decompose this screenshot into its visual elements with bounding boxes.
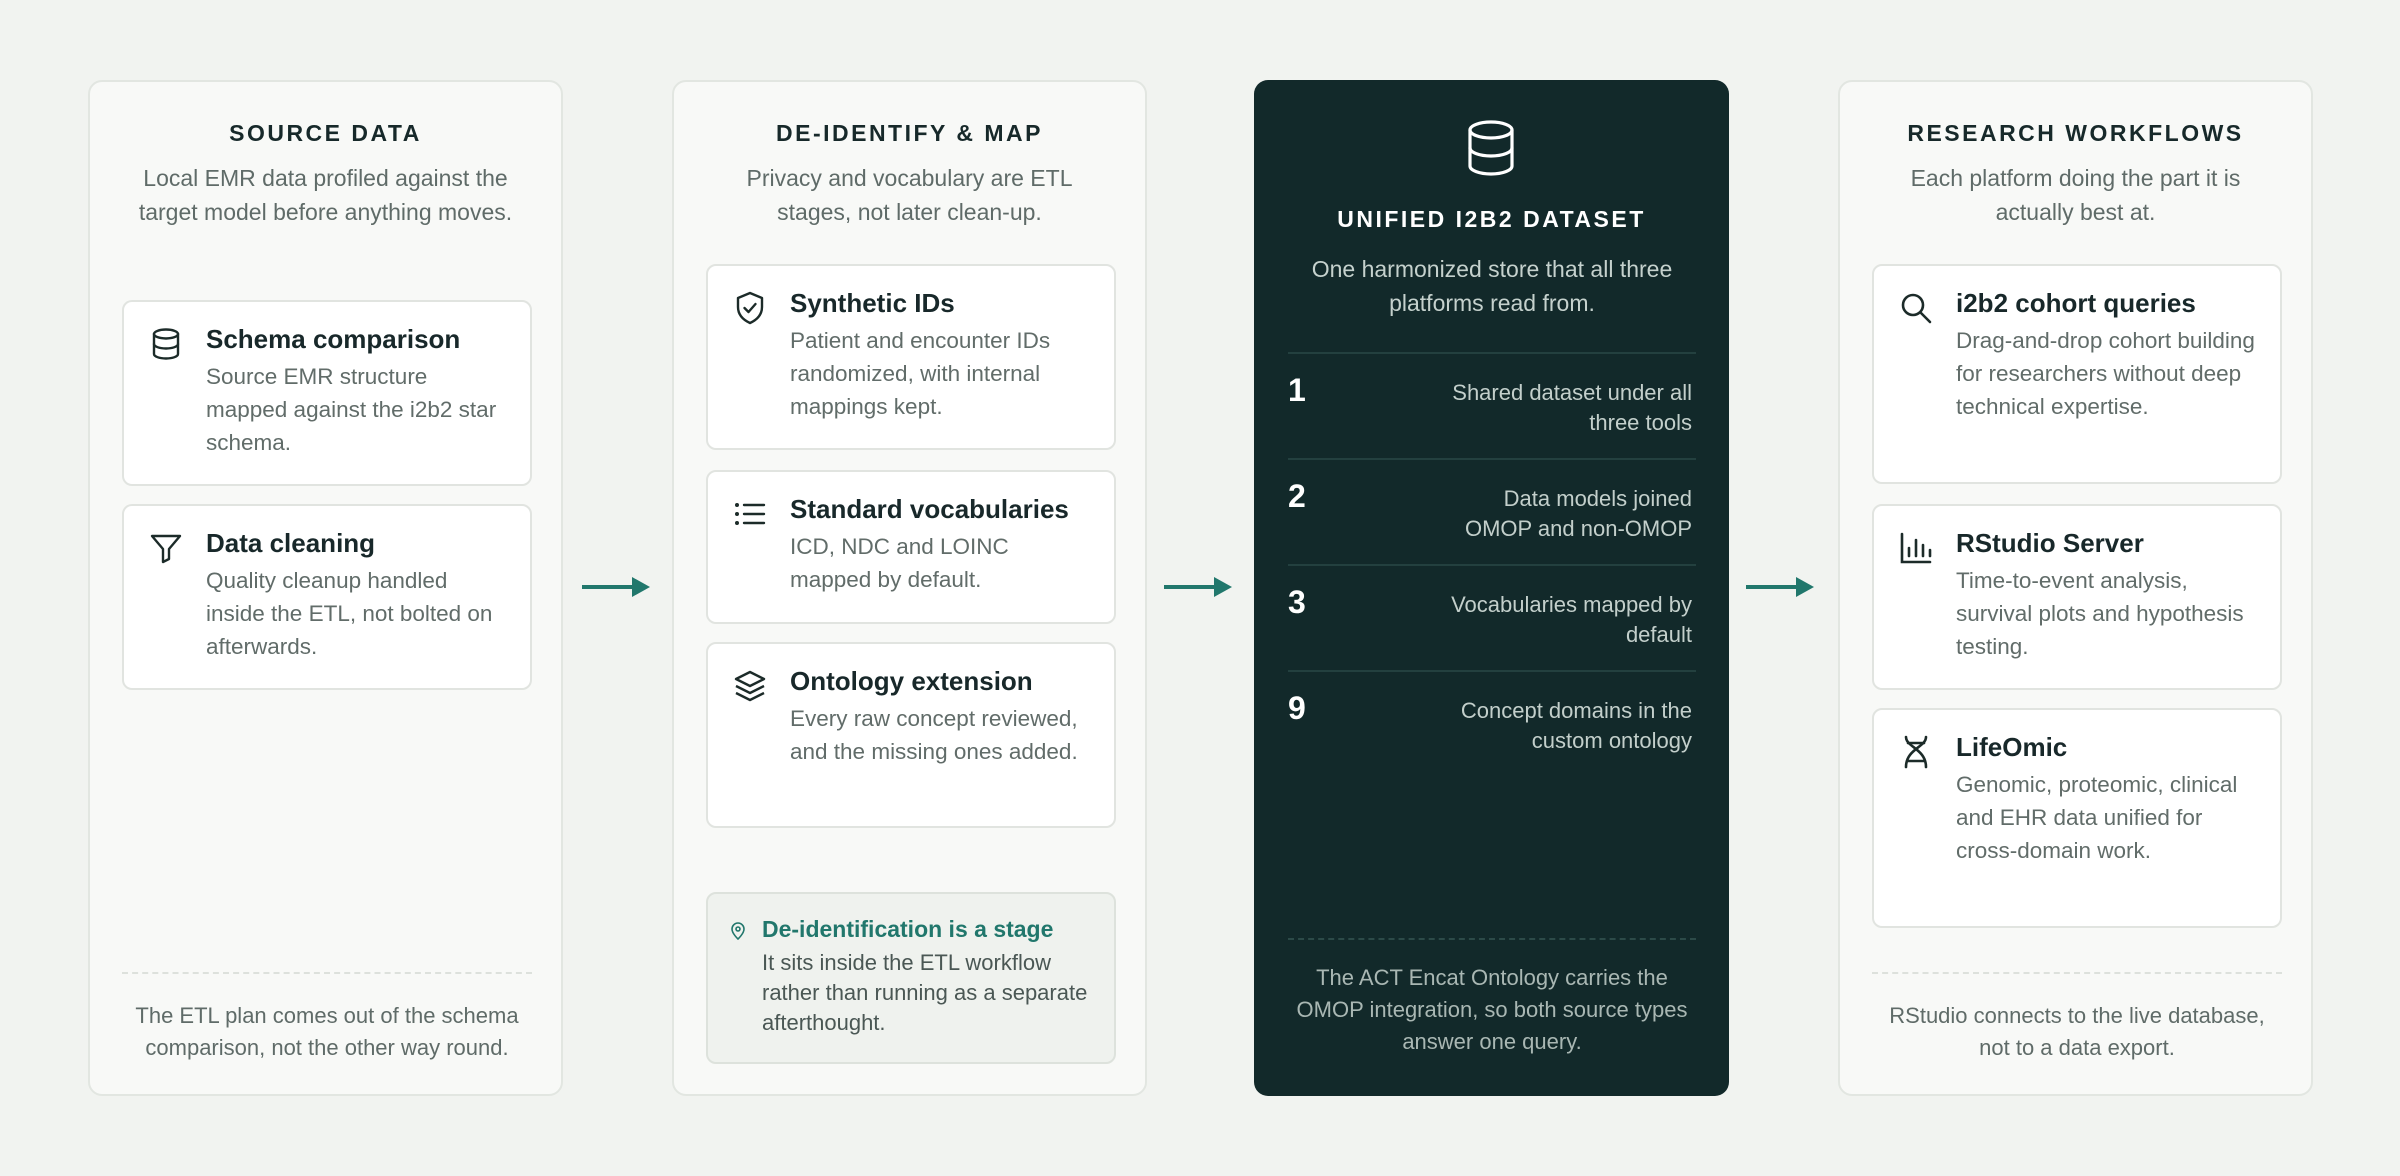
column-title: SOURCE DATA (229, 120, 422, 146)
card-text: Drag-and-drop cohort building for researchers without deep technical expertise. (1956, 328, 2255, 419)
stat-label: Concept domains in the custom ontology (1460, 698, 1692, 753)
source-data-column (88, 80, 563, 1096)
card-title: Ontology extension (790, 666, 1033, 696)
column-subtitle: One harmonized store that all three platforms read from. (1311, 256, 1673, 316)
database-icon (148, 326, 184, 362)
shield-check-icon (732, 290, 768, 326)
card-synthetic-ids (706, 264, 1116, 450)
stat-row (1288, 670, 1696, 776)
bar-chart-icon (1898, 530, 1934, 566)
flow-arrow-icon (1164, 574, 1234, 600)
card-text: Source EMR structure mapped against the i2b2 star schema. (206, 364, 497, 455)
card-text: Quality cleanup handled inside the ETL, not bolted on afterwards. (206, 568, 493, 659)
stat-value: 2 (1288, 478, 1306, 514)
unified-dataset-column (1254, 80, 1729, 1096)
deidentify-map-column (672, 80, 1147, 1096)
card-title: LifeOmic (1956, 732, 2068, 762)
column-title: RESEARCH WORKFLOWS (1907, 120, 2244, 146)
column-footer: The ACT Encat Ontology carries the OMOP integration, so both source types answer one query. (1288, 938, 1696, 1058)
column-subtitle: Local EMR data profiled against the target model before anything moves. (138, 165, 513, 225)
column-footer: The ETL plan comes out of the schema comparison, not the other way round. (122, 972, 532, 1064)
note-text: It sits inside the ETL workflow rather than running as a separate afterthought. (762, 950, 1088, 1035)
card-text: Genomic, proteomic, clinical and EHR data unified for cross-domain work. (1956, 772, 2238, 863)
column-title: UNIFIED I2B2 DATASET (1337, 206, 1646, 232)
research-workflows-column (1838, 80, 2313, 1096)
stat-row (1288, 458, 1696, 564)
card-title: Data cleaning (206, 528, 376, 558)
column-subtitle: Privacy and vocabulary are ETL stages, not later clean-up. (746, 165, 1073, 225)
stat-row (1288, 352, 1696, 458)
note-title: De-identification is a stage (762, 916, 1054, 942)
column-subtitle: Each platform doing the part it is actually best at. (1910, 165, 2241, 225)
card-i2b2-cohort-queries (1872, 264, 2282, 484)
stat-value: 3 (1288, 584, 1306, 620)
card-title: RStudio Server (1956, 528, 2144, 558)
card-ontology-extension (706, 642, 1116, 828)
column-title: DE-IDENTIFY & MAP (776, 120, 1043, 146)
card-text: Time-to-event analysis, survival plots and hypothesis testing. (1956, 568, 2244, 659)
card-text: ICD, NDC and LOINC mapped by default. (790, 534, 1009, 592)
card-rstudio-server (1872, 504, 2282, 690)
column-footer: RStudio connects to the live database, not to a data export. (1872, 972, 2282, 1064)
flow-arrow-icon (582, 574, 652, 600)
stat-label: Vocabularies mapped by default (1451, 592, 1692, 647)
list-icon (732, 496, 768, 532)
card-title: Schema comparison (206, 324, 461, 354)
card-text: Every raw concept reviewed, and the missing ones added. (790, 706, 1078, 764)
filter-icon (148, 530, 184, 566)
card-text: Patient and encounter IDs randomized, with internal mappings kept. (790, 328, 1051, 419)
dna-icon (1898, 734, 1934, 770)
card-title: i2b2 cohort queries (1956, 288, 2196, 318)
stat-value: 9 (1288, 690, 1306, 726)
card-title: Standard vocabularies (790, 494, 1069, 524)
stat-value: 1 (1288, 372, 1306, 408)
stat-row (1288, 564, 1696, 670)
layers-icon (732, 668, 768, 704)
stat-label: Data models joined OMOP and non-OMOP (1464, 486, 1692, 541)
database-icon (1463, 118, 1519, 178)
card-standard-vocabularies (706, 470, 1116, 624)
flow-arrow-icon (1746, 574, 1816, 600)
card-schema-comparison (122, 300, 532, 486)
card-data-cleaning (122, 504, 532, 690)
location-pin-icon (730, 922, 746, 940)
card-title: Synthetic IDs (790, 288, 955, 318)
deidentification-note (706, 892, 1116, 1064)
search-icon (1898, 290, 1934, 326)
card-lifeomic (1872, 708, 2282, 928)
stat-label: Shared dataset under all three tools (1452, 380, 1692, 435)
